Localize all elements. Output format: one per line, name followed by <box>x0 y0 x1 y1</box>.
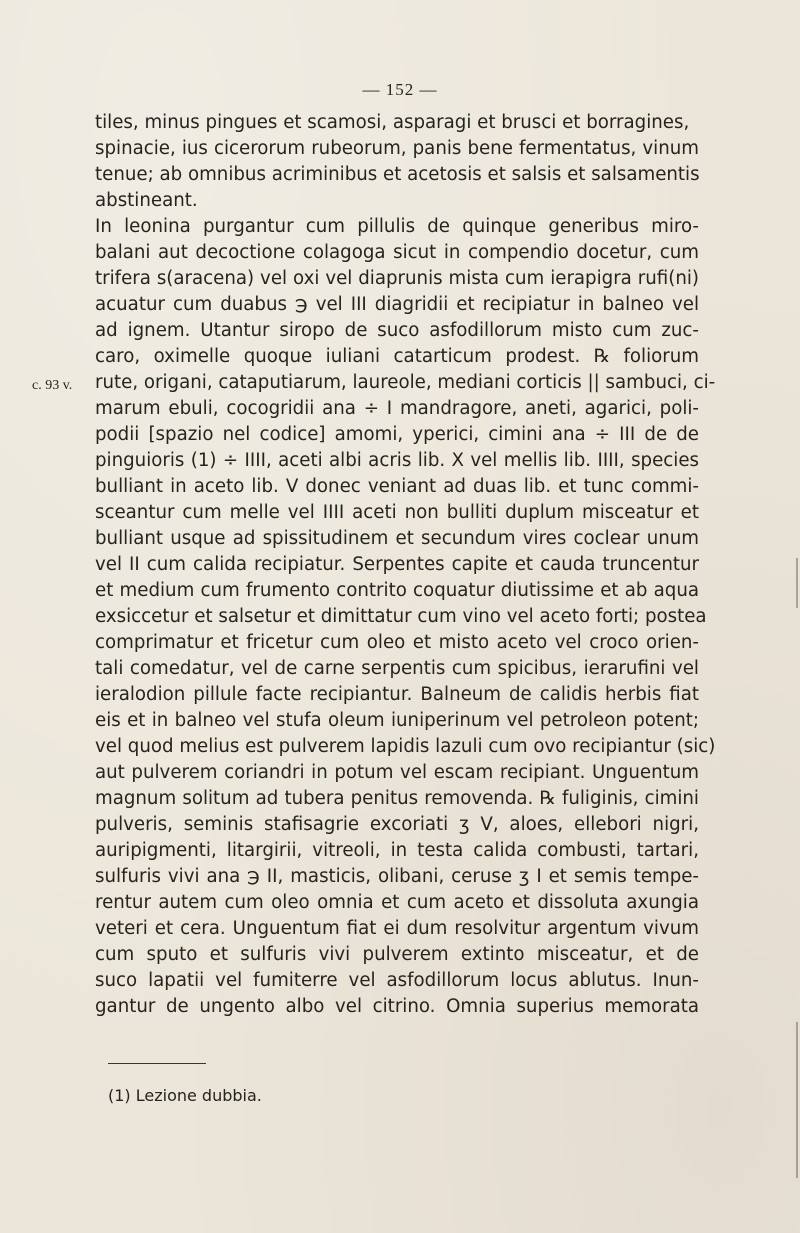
text-line: pulveris, seminis stafisagrie excoriati ʒ V, aloes, ellebori nigri, <box>95 814 699 835</box>
text-line: sceantur cum melle vel IIII aceti non bulliti duplum misceatur et <box>95 502 699 523</box>
text-line: spinacie, ius cicerorum rubeorum, panis bene fermentatus, vinum <box>95 138 699 159</box>
text-line: abstineant. <box>95 190 198 211</box>
margin-note: c. 93 v. <box>32 378 73 393</box>
text-line: et medium cum frumento contrito coquatur diutissime et ab aqua <box>95 580 699 601</box>
text-line: sulfuris vivi ana ℈ II, masticis, olibani, ceruse ʒ I et semis tempe- <box>95 866 699 887</box>
edge-mark <box>796 1022 798 1178</box>
text-line: rentur autem cum oleo omnia et cum aceto et dissoluta axungia <box>95 892 699 913</box>
text-line: auripigmenti, litargirii, vitreoli, in testa calida combusti, tartari, <box>95 840 699 861</box>
text-line: podii [spazio nel codice] amomi, yperici, cimini ana ÷ III de de <box>95 424 699 445</box>
text-line: gantur de ungento albo vel citrino. Omnia superius memorata <box>95 996 699 1017</box>
text-line: comprimatur et fricetur cum oleo et misto aceto vel croco orien- <box>95 632 699 653</box>
footnote-divider <box>108 1063 206 1064</box>
text-line: tali comedatur, vel de carne serpentis cum spicibus, ierarufini vel <box>95 658 699 679</box>
edge-mark <box>796 558 798 608</box>
footnote: (1) Lezione dubbia. <box>108 1086 262 1105</box>
text-line: exsiccetur et salsetur et dimittatur cum vino vel aceto forti; postea <box>95 606 707 627</box>
text-line: veteri et cera. Unguentum fiat ei dum resolvitur argentum vivum <box>95 918 699 939</box>
text-line: suco lapatii vel fumiterre vel asfodillorum locus ablutus. Inun- <box>95 970 699 991</box>
text-line: In leonina purgantur cum pillulis de quinque generibus miro- <box>95 216 699 237</box>
text-line: trifera s(aracena) vel oxi vel diaprunis mista cum ierapigra rufi(ni) <box>95 268 699 289</box>
text-line: vel II cum calida recipiatur. Serpentes capite et cauda truncentur <box>95 554 699 575</box>
text-line: ieralodion pillule facte recipiantur. Balneum de calidis herbis fiat <box>95 684 699 705</box>
main-text <box>95 110 716 1020</box>
text-line: caro, oximelle quoque iuliani catarticum prodest. ℞ foliorum <box>95 346 699 367</box>
text-line: tenue; ab omnibus acriminibus et acetosis et salsis et salsamentis <box>95 164 700 185</box>
text-line: acuatur cum duabus ℈ vel III diagridii et recipiatur in balneo vel <box>95 294 699 315</box>
text-line: balani aut decoctione colagoga sicut in compendio docetur, cum <box>95 242 699 263</box>
text-line: eis et in balneo vel stufa oleum iuniperinum vel petroleon potent; <box>95 710 699 731</box>
text-line: vel quod melius est pulverem lapidis lazuli cum ovo recipiantur (sic) <box>95 736 716 757</box>
text-line: tiles, minus pingues et scamosi, asparagi et brusci et borragines, <box>95 112 690 133</box>
text-line: cum sputo et sulfuris vivi pulverem extinto misceatur, et de <box>95 944 699 965</box>
text-line: marum ebuli, cocogridii ana ÷ I mandragore, aneti, agarici, poli- <box>95 398 699 419</box>
text-line: bulliant usque ad spissitudinem et secundum vires coclear unum <box>95 528 699 549</box>
text-line: rute, origani, cataputiarum, laureole, mediani corticis || sambuci, ci- <box>95 372 716 393</box>
text-line: aut pulverem coriandri in potum vel escam recipiant. Unguentum <box>95 762 699 783</box>
text-line: bulliant in aceto lib. V donec veniant ad duas lib. et tunc commi- <box>95 476 699 497</box>
text-line: ad ignem. Utantur siropo de suco asfodillorum misto cum zuc- <box>95 320 699 341</box>
page-number: — 152 — <box>362 80 438 99</box>
text-line: magnum solitum ad tubera penitus removenda. ℞ fuliginis, cimini <box>95 788 699 809</box>
text-line: pinguioris (1) ÷ IIII, aceti albi acris lib. X vel mellis lib. IIII, species <box>95 450 699 471</box>
